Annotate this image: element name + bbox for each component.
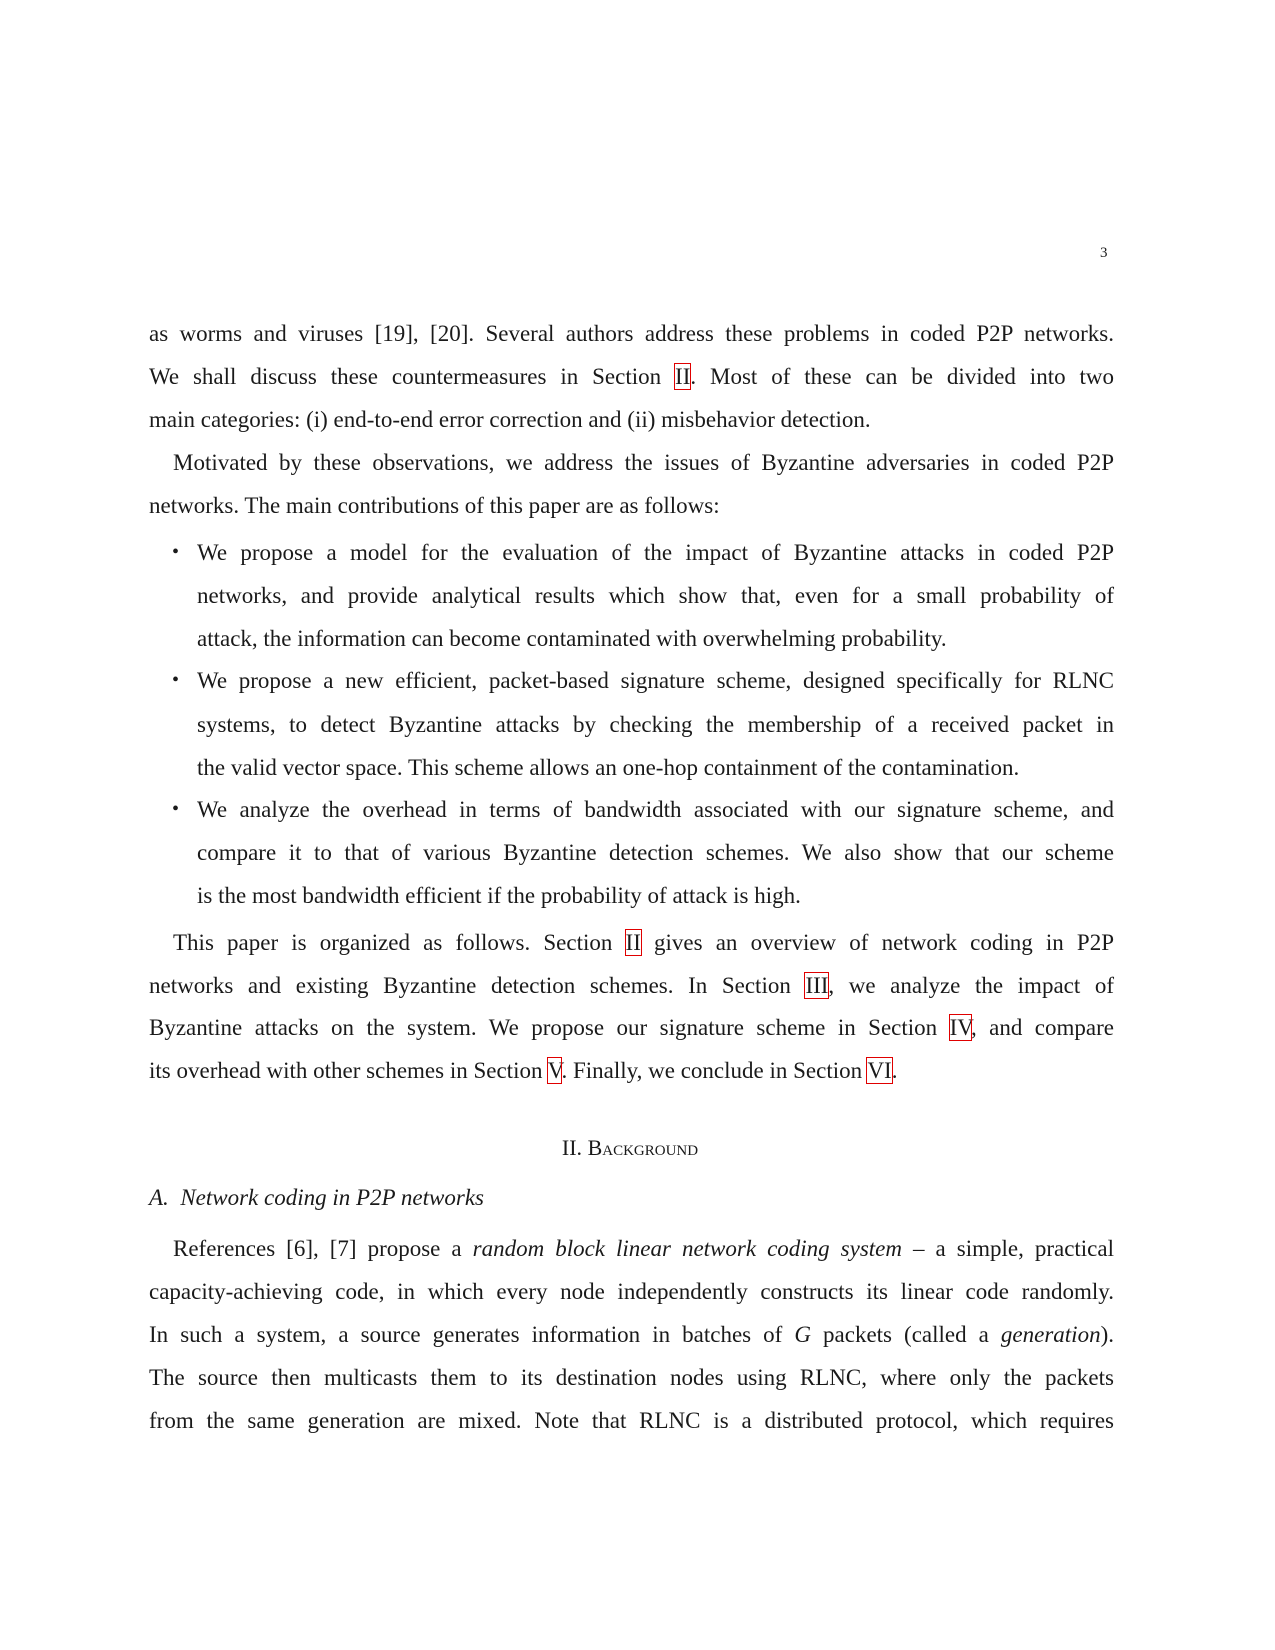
text-line — [197, 659, 1114, 702]
italic-text: generation — [1000, 1322, 1101, 1347]
text-segment: , and compare — [970, 1015, 1114, 1040]
text-line — [197, 831, 1114, 874]
text-segment: networks. The main contributions of this paper are as follows: — [149, 493, 720, 518]
text-line — [149, 398, 1114, 441]
bullet-icon: • — [172, 798, 180, 820]
text-line — [197, 703, 1114, 746]
text-line — [149, 1006, 1114, 1049]
text-segment: We propose a new efficient, packet-based signature scheme, designed specifically for RLNC — [197, 668, 1114, 693]
section-reference-link[interactable]: IV — [949, 1015, 971, 1040]
text-line — [149, 1270, 1114, 1313]
section-heading — [0, 1128, 1260, 1168]
text-line — [173, 441, 1114, 484]
text-segment: packets (called a — [810, 1322, 1001, 1347]
italic-text: random block linear network coding system — [472, 1236, 902, 1261]
text-segment: attack, the information can become contaminated with overwhelming probability. — [197, 626, 947, 651]
text-segment: main categories: (i) end-to-end error correction and (ii) misbehavior detection. — [149, 407, 871, 432]
section-reference-link[interactable]: V — [547, 1058, 562, 1083]
text-segment: We shall discuss these countermeasures in Section — [149, 364, 676, 389]
text-segment: as worms and viruses [19], [20]. Several authors address these problems in coded P2P networks. — [149, 321, 1114, 346]
text-segment: Motivated by these observations, we address the issues of Byzantine adversaries in coded P2P — [173, 450, 1114, 475]
subsection-title: Network coding in P2P networks — [180, 1185, 484, 1210]
text-segment: is the most bandwidth efficient if the probability of attack is high. — [197, 883, 801, 908]
text-segment: , we analyze the impact of — [828, 973, 1115, 998]
text-segment: References [6], [7] propose a — [173, 1236, 473, 1261]
text-line — [149, 964, 1114, 1007]
text-segment: This paper is organized as follows. Section — [173, 930, 626, 955]
text-segment: ). — [1100, 1322, 1114, 1347]
text-line — [197, 874, 1114, 917]
text-segment: its overhead with other schemes in Section — [149, 1058, 548, 1083]
text-segment: capacity-achieving code, in which every node independently constructs its linear code randomly. — [149, 1279, 1114, 1304]
text-line — [197, 788, 1114, 831]
text-line — [197, 746, 1114, 789]
text-line — [149, 1049, 1114, 1092]
text-segment: In such a system, a source generates information in batches of — [149, 1322, 795, 1347]
section-reference-link[interactable]: II — [675, 364, 691, 389]
section-title: Background — [587, 1135, 699, 1160]
text-line — [149, 1313, 1114, 1356]
text-line — [173, 921, 1114, 964]
page-number: 3 — [1100, 245, 1108, 261]
text-segment: networks, and provide analytical results which show that, even for a small probability of — [197, 583, 1114, 608]
text-segment: from the same generation are mixed. Note that RLNC is a distributed protocol, which requires — [149, 1408, 1114, 1433]
text-line — [149, 1356, 1114, 1399]
text-segment: the valid vector space. This scheme allows an one-hop containment of the contamination. — [197, 755, 1020, 780]
section-reference-link[interactable]: III — [805, 973, 829, 998]
text-segment: The source then multicasts them to its destination nodes using RLNC, where only the packets — [149, 1365, 1114, 1390]
text-line — [149, 484, 1114, 527]
text-line — [197, 531, 1114, 574]
text-segment: . — [891, 1058, 898, 1083]
section-number: II. — [561, 1135, 583, 1160]
text-segment: We analyze the overhead in terms of bandwidth associated with our signature scheme, and — [197, 797, 1114, 822]
text-line — [173, 1227, 1114, 1270]
text-segment: gives an overview of network coding in P2P — [640, 930, 1115, 955]
text-segment: . Most of these can be divided into two — [690, 364, 1114, 389]
text-segment: networks and existing Byzantine detection schemes. In Section — [149, 973, 806, 998]
text-segment: Byzantine attacks on the system. We propose our signature scheme in Section — [149, 1015, 950, 1040]
text-segment: systems, to detect Byzantine attacks by checking the membership of a received packet in — [197, 712, 1114, 737]
text-line — [149, 355, 1114, 398]
bullet-icon: • — [172, 669, 180, 691]
text-segment: – a simple, practical — [902, 1236, 1114, 1261]
bullet-icon: • — [172, 541, 180, 563]
text-line — [149, 1399, 1114, 1442]
text-segment: compare it to that of various Byzantine detection schemes. We also show that our scheme — [197, 840, 1114, 865]
text-segment: We propose a model for the evaluation of the impact of Byzantine attacks in coded P2P — [197, 540, 1114, 565]
subsection-heading — [149, 1178, 484, 1218]
italic-text: G — [794, 1322, 811, 1347]
text-segment: . Finally, we conclude in Section — [561, 1058, 868, 1083]
text-line — [149, 312, 1114, 355]
section-reference-link[interactable]: VI — [867, 1058, 892, 1083]
text-line — [197, 617, 1114, 660]
subsection-number: A. — [149, 1185, 169, 1210]
section-reference-link[interactable]: II — [625, 930, 641, 955]
text-line — [197, 574, 1114, 617]
